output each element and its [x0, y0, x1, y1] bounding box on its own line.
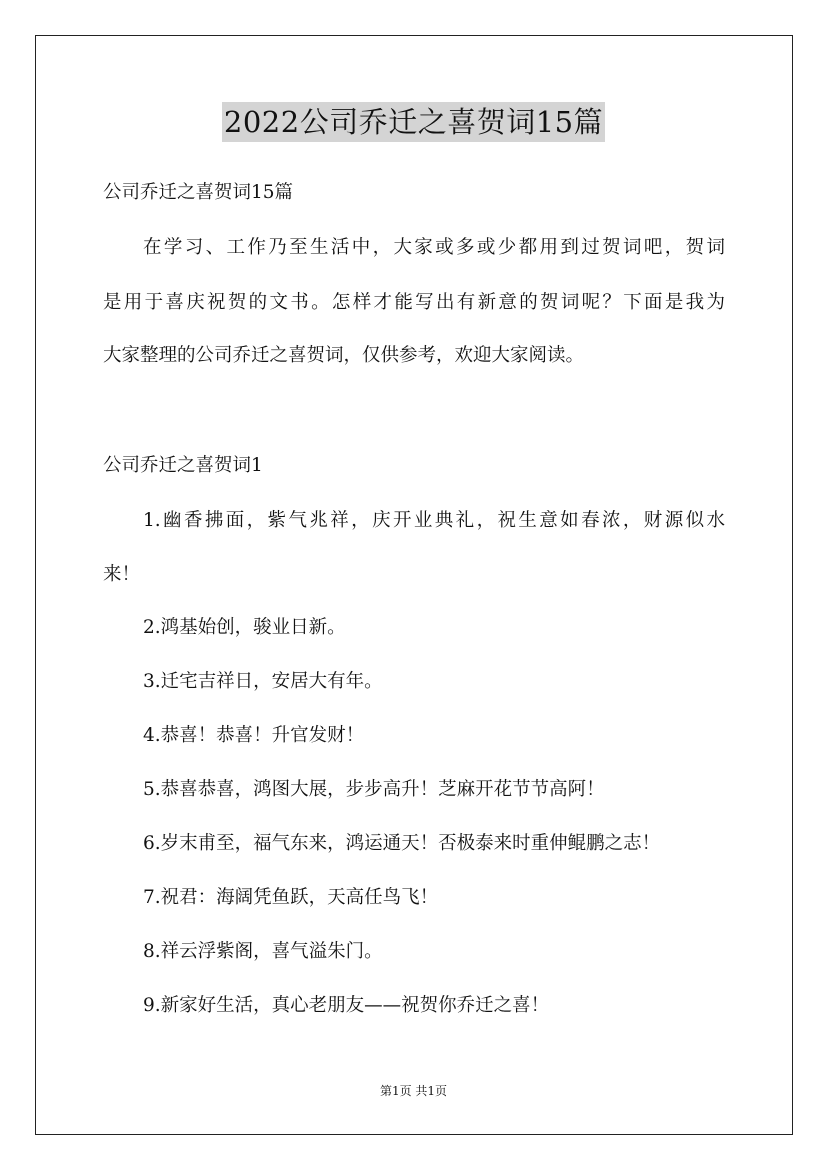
list-item-6: 6.岁末甫至，福气东来，鸿运通天！否极泰来时重伸鲲鹏之志！: [143, 833, 661, 854]
list-item-1-line-1: 1.幽香拂面，紫气兆祥，庆开业典礼，祝生意如春浓，财源似水: [143, 510, 725, 531]
list-item-2: 2.鸿基始创，骏业日新。: [143, 617, 346, 638]
intro-line-2: 是用于喜庆祝贺的文书。怎样才能写出有新意的贺词呢？下面是我为: [103, 292, 725, 313]
document-subtitle: 公司乔迁之喜贺词15篇: [103, 182, 294, 203]
list-item-4: 4.恭喜！恭喜！升官发财！: [143, 725, 365, 746]
intro-line-3: 大家整理的公司乔迁之喜贺词，仅供参考，欢迎大家阅读。: [103, 345, 585, 366]
page-footer: 第1页 共1页: [379, 1084, 448, 1098]
document-title: 2022公司乔迁之喜贺词15篇: [222, 102, 605, 142]
list-item-5: 5.恭喜恭喜，鸿图大展，步步高升！芝麻开花节节高阿！: [143, 779, 605, 800]
list-item-1-line-2: 来！: [103, 564, 141, 585]
list-item-8: 8.祥云浮紫阁，喜气溢朱门。: [143, 941, 383, 962]
list-item-7: 7.祝君：海阔凭鱼跃，天高任鸟飞！: [143, 887, 439, 908]
title-container: [0, 102, 827, 142]
list-item-9: 9.新家好生活，真心老朋友——祝贺你乔迁之喜！: [143, 995, 550, 1016]
list-item-3: 3.迁宅吉祥日，安居大有年。: [143, 671, 383, 692]
intro-line-1: 在学习、工作乃至生活中，大家或多或少都用到过贺词吧，贺词: [143, 237, 725, 258]
section-heading: 公司乔迁之喜贺词1: [103, 455, 263, 476]
